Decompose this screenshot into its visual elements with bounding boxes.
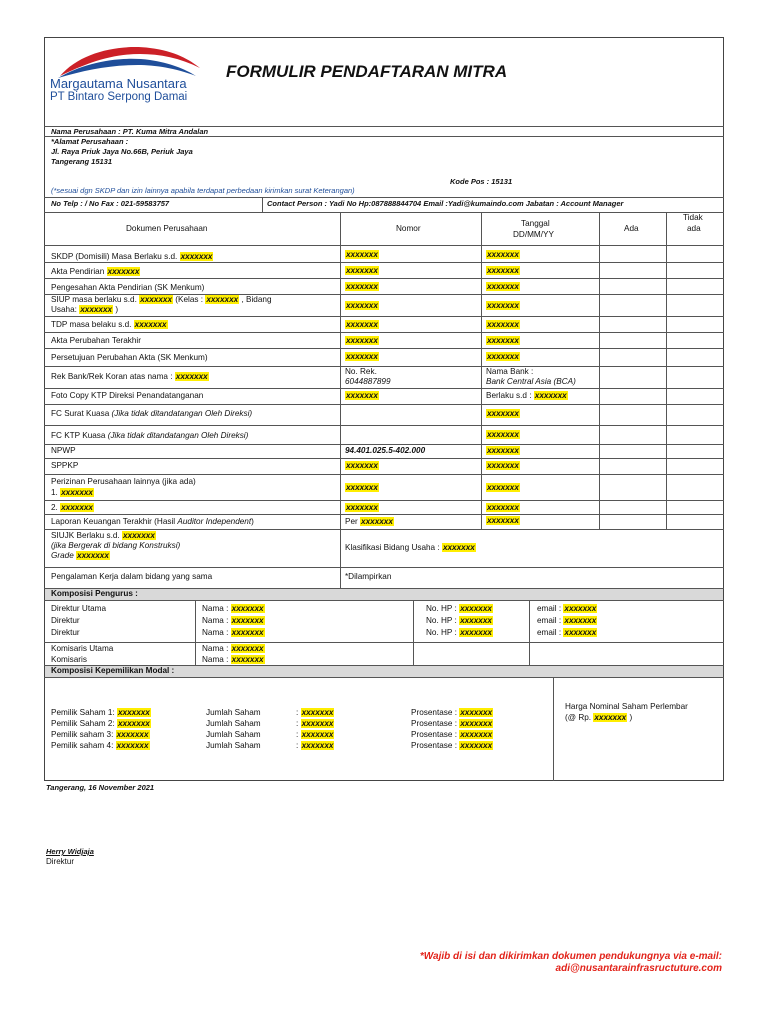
tdp-tanggal[interactable]: xxxxxxx (487, 320, 519, 329)
harga-nominal-label: Harga Nominal Saham Perlembar (565, 702, 688, 711)
komisaris-nama-2: Nama : xxxxxxx (202, 655, 264, 664)
row-akta-perubahan: Akta Perubahan Terakhir (51, 336, 141, 345)
pengurus-email-1: email : xxxxxxx (537, 604, 597, 613)
pemilik-4: Pemilik saham 4: xxxxxxx (51, 741, 149, 750)
role-direktur-2: Direktur (51, 628, 80, 637)
company-logo (50, 42, 210, 102)
akta-perubahan-nomor[interactable]: xxxxxxx (346, 336, 378, 345)
row-pengesahan: Pengesahan Akta Pendirian (SK Menkum) (51, 283, 205, 292)
prosentase-4: Prosentase : xxxxxxx (411, 741, 493, 750)
rek-no-label: No. Rek. (345, 367, 377, 376)
email-address: adi@nusantarainfrasructuture.com (555, 963, 722, 974)
row-fc-ktp: FC KTP Kuasa (Jika tidak ditandatangan Oleh Direksi) (51, 431, 249, 440)
pengurus-email-3: email : xxxxxxx (537, 628, 597, 637)
fc-ktp-tanggal[interactable]: xxxxxxx (487, 430, 519, 439)
jumlah-label-1: Jumlah Saham (206, 708, 261, 717)
pengurus-nama-1: Nama : xxxxxxx (202, 604, 264, 613)
jumlah-value-3: : xxxxxxx (296, 730, 334, 739)
pengurus-hp-1: No. HP : xxxxxxx (426, 604, 492, 613)
row-laporan: Laporan Keuangan Terakhir (Hasil Auditor Independent) (51, 517, 254, 526)
col-header-tanggal: Tanggal (521, 219, 550, 228)
perizinan-1-tanggal[interactable]: xxxxxxx (487, 483, 519, 492)
pemilik-2: Pemilik Saham 2: xxxxxxx (51, 719, 150, 728)
komisaris-nama-1: Nama : xxxxxxx (202, 644, 264, 653)
bank-value: Bank Central Asia (BCA) (486, 377, 576, 386)
jumlah-value-4: : xxxxxxx (296, 741, 334, 750)
dilampirkan: *Dilampirkan (345, 572, 392, 581)
kepemilikan-title: Komposisi Kepemilikan Modal : (51, 666, 175, 675)
role-komisaris-utama: Komisaris Utama (51, 644, 114, 653)
siup-tanggal[interactable]: xxxxxxx (487, 301, 519, 310)
persetujuan-nomor[interactable]: xxxxxxx (346, 352, 378, 361)
col-header-doc: Dokumen Perusahaan (126, 224, 208, 233)
col-header-nomor: Nomor (396, 224, 421, 233)
row-perizinan: Perizinan Perusahaan lainnya (jika ada) (51, 477, 196, 486)
row-sppkp: SPPKP (51, 461, 79, 470)
perizinan-1: 1. xxxxxxx (51, 488, 93, 497)
prosentase-1: Prosentase : xxxxxxx (411, 708, 493, 717)
col-header-tidak-ada: ada (687, 224, 701, 233)
row-skdp: SKDP (Domisili) Masa Berlaku s.d. xxxxxxx (51, 252, 213, 261)
pengurus-hp-2: No. HP : xxxxxxx (426, 616, 492, 625)
rek-no-value: 6044887899 (345, 377, 391, 386)
jumlah-label-4: Jumlah Saham (206, 741, 261, 750)
pengurus-email-2: email : xxxxxxx (537, 616, 597, 625)
siup-nomor[interactable]: xxxxxxx (346, 301, 378, 310)
pengesahan-tanggal[interactable]: xxxxxxx (487, 282, 519, 291)
logo-line-1: Margautama Nusantara (50, 76, 187, 91)
pengesahan-nomor[interactable]: xxxxxxx (346, 282, 378, 291)
row-ktp: Foto Copy KTP Direksi Penandatanganan (51, 391, 204, 400)
akta-perubahan-tanggal[interactable]: xxxxxxx (487, 336, 519, 345)
phone-fax: No Telp : / No Fax : 021-59583757 (51, 199, 170, 208)
persetujuan-tanggal[interactable]: xxxxxxx (487, 352, 519, 361)
col-header-ada: Ada (624, 224, 639, 233)
pengurus-nama-2: Nama : xxxxxxx (202, 616, 264, 625)
sppkp-nomor[interactable]: xxxxxxx (346, 461, 378, 470)
pengurus-hp-3: No. HP : xxxxxxx (426, 628, 492, 637)
role-direktur-1: Direktur (51, 616, 80, 625)
skdp-nomor[interactable]: xxxxxxx (346, 250, 378, 259)
harga-nominal-value: (@ Rp. xxxxxxx ) (565, 713, 633, 722)
signer-position: Direktur (46, 857, 75, 866)
laporan-tanggal[interactable]: xxxxxxx (487, 516, 519, 525)
npwp-nomor: 94.401.025.5-402.000 (345, 446, 426, 455)
ktp-nomor[interactable]: xxxxxxx (346, 391, 378, 400)
row-siujk: SIUJK Berlaku s.d. xxxxxxx (jika Bergerak di bidang Konstruksi) Grade xxxxxxx (51, 531, 181, 560)
page-title: FORMULIR PENDAFTARAN MITRA (226, 62, 508, 81)
col-header-tidak: Tidak (683, 213, 703, 222)
laporan-per: Per xxxxxxx (345, 517, 393, 526)
prosentase-3: Prosentase : xxxxxxx (411, 730, 493, 739)
perizinan-2: 2. xxxxxxx (51, 503, 93, 512)
address-note: (*sesuai dgn SKDP dan izin lainnya apabila terdapat perbedaan kirimkan surat Keterangan) (51, 186, 355, 195)
sign-date: Tangerang, 16 November 2021 (46, 783, 155, 792)
perizinan-1-nomor[interactable]: xxxxxxx (346, 483, 378, 492)
skdp-tanggal[interactable]: xxxxxxx (487, 250, 519, 259)
row-siup: SIUP masa berlaku s.d. xxxxxxx (Kelas : xxxxxxx , Bidang Usaha: xxxxxxx ) (51, 295, 272, 314)
row-pengalaman: Pengalaman Kerja dalam bidang yang sama (51, 572, 213, 581)
jumlah-value-2: : xxxxxxx (296, 719, 334, 728)
prosentase-2: Prosentase : xxxxxxx (411, 719, 493, 728)
bank-label: Nama Bank : (486, 367, 534, 376)
address-line-2: Tangerang 15131 (51, 157, 112, 166)
address-line-1: Jl. Raya Priuk Jaya No.66B, Periuk Jaya (51, 147, 193, 156)
address-label: *Alamat Perusahaan : (51, 137, 129, 146)
row-tdp: TDP masa belaku s.d. xxxxxxx (51, 320, 167, 329)
row-fc-surat: FC Surat Kuasa (Jika tidak ditandatangan Oleh Direksi) (51, 409, 253, 418)
perizinan-2-nomor[interactable]: xxxxxxx (346, 503, 378, 512)
role-komisaris: Komisaris (51, 655, 87, 664)
ktp-berlaku: Berlaku s.d : xxxxxxx (486, 391, 567, 400)
pengurus-title: Komposisi Pengurus : (51, 589, 138, 598)
fc-surat-tanggal[interactable]: xxxxxxx (487, 409, 519, 418)
col-header-ddmmyy: DD/MM/YY (513, 230, 554, 239)
pengurus-nama-3: Nama : xxxxxxx (202, 628, 264, 637)
row-persetujuan: Persetujuan Perubahan Akta (SK Menkum) (51, 353, 208, 362)
company-name: Nama Perusahaan : PT. Kuma Mitra Andalan (51, 127, 209, 136)
email-note: *Wajib di isi dan dikirimkan dokumen pendukungnya via e-mail: (419, 951, 722, 962)
tdp-nomor[interactable]: xxxxxxx (346, 320, 378, 329)
pemilik-3: Pemilik saham 3: xxxxxxx (51, 730, 149, 739)
row-akta: Akta Pendirian xxxxxxx (51, 267, 140, 276)
pemilik-1: Pemilik Saham 1: xxxxxxx (51, 708, 150, 717)
akta-nomor[interactable]: xxxxxxx (346, 266, 378, 275)
role-direktur-utama: Direktur Utama (51, 604, 107, 613)
akta-tanggal[interactable]: xxxxxxx (487, 266, 519, 275)
klasifikasi: Klasifikasi Bidang Usaha : xxxxxxx (345, 543, 475, 552)
contact-person: Contact Person : Yadi No Hp:087888844704 Email :Yadi@kumaindo.com Jabatan : Account Manager (267, 199, 624, 208)
postal-code: Kode Pos : 15131 (450, 177, 513, 186)
signer-name: Herry Widjaja (46, 847, 94, 856)
row-npwp: NPWP (51, 446, 76, 455)
jumlah-label-2: Jumlah Saham (206, 719, 261, 728)
sppkp-tanggal[interactable]: xxxxxxx (487, 461, 519, 470)
npwp-tanggal[interactable]: xxxxxxx (487, 446, 519, 455)
row-rek-bank: Rek Bank/Rek Koran atas nama : xxxxxxx (51, 372, 208, 381)
jumlah-value-1: : xxxxxxx (296, 708, 334, 717)
perizinan-2-tanggal[interactable]: xxxxxxx (487, 503, 519, 512)
logo-line-2: PT Bintaro Serpong Damai (50, 91, 188, 103)
jumlah-label-3: Jumlah Saham (206, 730, 261, 739)
